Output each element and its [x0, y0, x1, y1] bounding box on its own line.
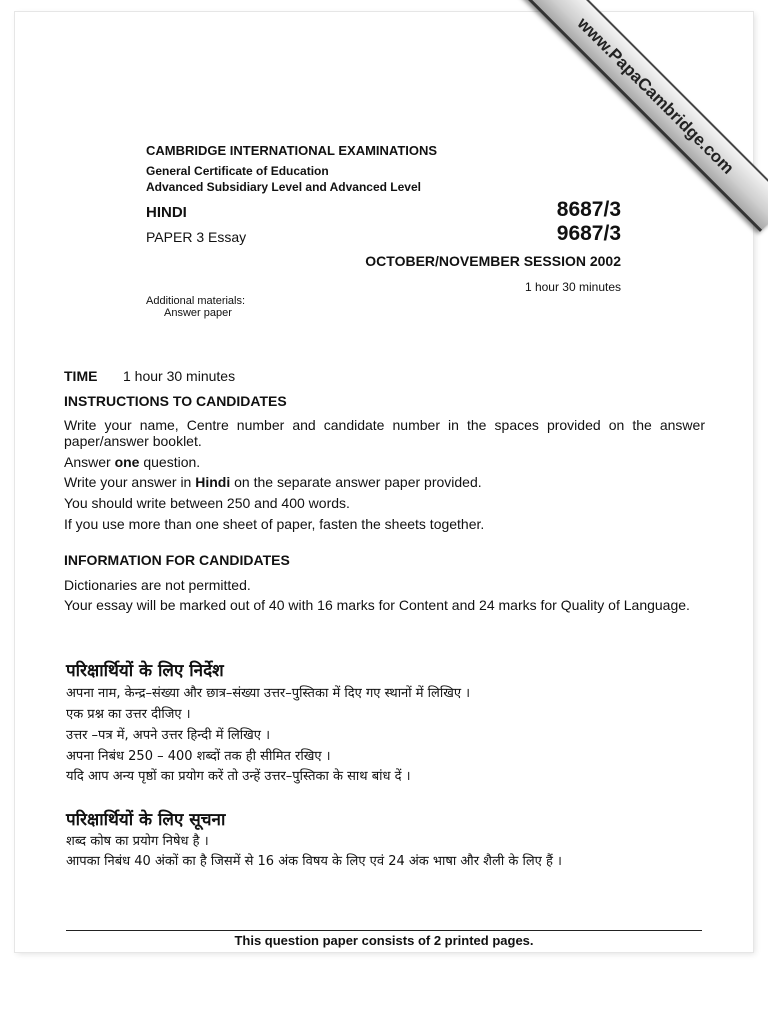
instructions-heading: INSTRUCTIONS TO CANDIDATES	[64, 393, 287, 409]
hindi-instruction-line: उत्तर –पत्र में, अपने उत्तर हिन्दी में लिखिए ।	[66, 728, 271, 743]
instruction-line-3-pre: Write your answer in	[64, 474, 196, 490]
instruction-line-3-post: on the separate answer paper provided.	[230, 474, 482, 490]
instruction-line-4: You should write between 250 and 400 words.	[64, 495, 350, 511]
hindi-information-heading: परिक्षार्थियों के लिए सूचना	[66, 810, 226, 830]
footer-divider	[66, 930, 702, 931]
additional-materials-item: Answer paper	[164, 307, 232, 319]
time-label: TIME	[64, 368, 98, 384]
instruction-line-2	[64, 454, 200, 470]
watermark-ribbon[interactable]: www.PapaCambridge.com	[520, 0, 768, 232]
hindi-instruction-line: एक प्रश्न का उत्तर दीजिए ।	[66, 707, 191, 722]
level-title: Advanced Subsidiary Level and Advanced Level	[146, 180, 421, 194]
instruction-line-3	[64, 474, 482, 490]
additional-materials-label: Additional materials:	[146, 295, 246, 307]
hindi-information-line: शब्द कोष का प्रयोग निषेध है ।	[66, 834, 209, 849]
hindi-information-line: आपका निबंध 40 अंकों का है जिसमें से 16 अंक विषय के लिए एवं 24 अंक भाषा और शैली के लिए हैं ।	[66, 854, 562, 869]
instruction-line-3-bold: Hindi	[195, 474, 231, 490]
hindi-instruction-line: यदि आप अन्य पृष्ठों का प्रयोग करें तो उन्हें उत्तर–पुस्तिका के साथ बांध दें ।	[66, 769, 411, 784]
certificate-title: General Certificate of Education	[146, 164, 329, 178]
hindi-instruction-line: अपना नाम, केन्द्र–संख्या और छात्र–संख्या उत्तर–पुस्तिका में दिए गए स्थानों में लिखिए ।	[66, 686, 471, 701]
instruction-line-1: Write your name, Centre number and candidate number in the spaces provided on the answer paper/answer booklet.	[64, 417, 705, 449]
syllabus-code-2: 9687/3	[556, 222, 621, 245]
information-heading: INFORMATION FOR CANDIDATES	[64, 552, 290, 568]
hindi-instructions-heading: परिक्षार्थियों के लिए निर्देश	[66, 661, 224, 681]
time-value: 1 hour 30 minutes	[123, 368, 236, 384]
syllabus-code-1: 8687/3	[556, 198, 621, 221]
instruction-line-5: If you use more than one sheet of paper, fasten the sheets together.	[64, 516, 485, 532]
instruction-line-2-post: question.	[139, 454, 201, 470]
exam-board: CAMBRIDGE INTERNATIONAL EXAMINATIONS	[146, 143, 438, 158]
information-line-1: Dictionaries are not permitted.	[64, 577, 251, 593]
information-line-2: Your essay will be marked out of 40 with 16 marks for Content and 24 marks for Quality of Language.	[64, 597, 690, 613]
subject-title: HINDI	[146, 204, 187, 221]
paper-title: PAPER 3 Essay	[146, 229, 247, 245]
instruction-line-2-bold: one	[114, 454, 140, 470]
duration-label: 1 hour 30 minutes	[524, 280, 621, 294]
instruction-line-2-pre: Answer	[64, 454, 115, 470]
page-count-footer: This question paper consists of 2 printed pages.	[234, 933, 534, 948]
session-label: OCTOBER/NOVEMBER SESSION 2002	[365, 253, 621, 269]
hindi-instruction-line: अपना निबंध 250 – 400 शब्दों तक ही सीमित रखिए ।	[66, 749, 331, 764]
